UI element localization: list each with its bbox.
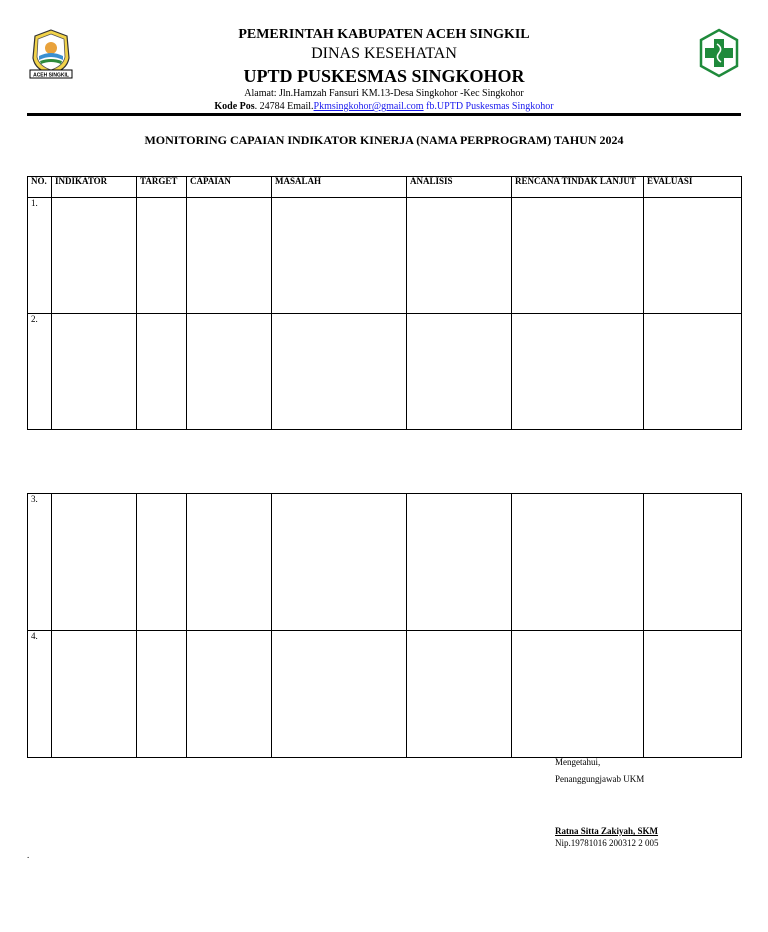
cell-indikator[interactable] [52, 494, 137, 631]
cell-evaluasi[interactable] [644, 631, 742, 758]
monitoring-table-part-2 [27, 493, 742, 758]
header-government-line: PEMERINTAH KABUPATEN ACEH SINGKIL [238, 27, 530, 42]
signature-nip: Nip.19781016 200312 2 005 [555, 838, 659, 848]
row-number: 1. [28, 198, 52, 314]
email-link[interactable]: Pkmsingkohor@gmail.com [313, 101, 424, 112]
row-number: 3. [28, 494, 52, 631]
cell-masalah[interactable] [272, 494, 407, 631]
cell-analisis[interactable] [407, 631, 512, 758]
cell-rencana[interactable] [512, 314, 644, 430]
cell-target[interactable] [137, 631, 187, 758]
cell-indikator[interactable] [52, 631, 137, 758]
cell-rencana[interactable] [512, 198, 644, 314]
document-title: MONITORING CAPAIAN INDIKATOR KINERJA (NAMA PERPROGRAM) TAHUN 2024 [144, 133, 624, 147]
cell-evaluasi[interactable] [644, 314, 742, 430]
cell-analisis[interactable] [407, 494, 512, 631]
cell-rencana[interactable] [512, 494, 644, 631]
cell-target[interactable] [137, 198, 187, 314]
cell-target[interactable] [137, 314, 187, 430]
col-header-rencana-tindak-lanjut: RENCANA TINDAK LANJUT [512, 177, 644, 198]
header-address: Alamat: Jln.Hamzah Fansuri KM.13-Desa Singkohor -Kec Singkohor [244, 88, 524, 99]
table-row [28, 198, 742, 314]
col-header-no: NO. [28, 177, 52, 198]
facebook-link[interactable]: fb.UPTD Puskesmas Singkohor [423, 101, 554, 112]
cell-evaluasi[interactable] [644, 494, 742, 631]
kode-pos-value: . 24784 Email. [254, 101, 314, 112]
cell-evaluasi[interactable] [644, 198, 742, 314]
table-row [28, 314, 742, 430]
table-row [28, 631, 742, 758]
emblem-caption: ACEH SINGKIL [33, 72, 69, 79]
cell-indikator[interactable] [52, 198, 137, 314]
row-number: 2. [28, 314, 52, 430]
cell-capaian[interactable] [187, 314, 272, 430]
cell-masalah[interactable] [272, 198, 407, 314]
cell-analisis[interactable] [407, 198, 512, 314]
aceh-singkil-emblem-logo [27, 28, 75, 80]
kode-pos-label: Kode Pos [214, 101, 255, 112]
puskesmas-cross-logo [697, 28, 741, 78]
col-header-analisis: ANALISIS [407, 177, 512, 198]
header-divider [27, 113, 741, 116]
col-header-masalah: MASALAH [272, 177, 407, 198]
cell-analisis[interactable] [407, 314, 512, 430]
col-header-indikator: INDIKATOR [52, 177, 137, 198]
table-row [28, 494, 742, 631]
row-number: 4. [28, 631, 52, 758]
monitoring-table-part-1 [27, 176, 742, 430]
signature-role: Penanggungjawab UKM [555, 774, 645, 784]
signature-name: Ratna Sitta Zakiyah, SKM [555, 826, 659, 836]
col-header-target: TARGET [137, 177, 187, 198]
cell-capaian[interactable] [187, 198, 272, 314]
footer-mark: . [27, 850, 30, 860]
cell-capaian[interactable] [187, 494, 272, 631]
header-contact [100, 101, 668, 112]
cell-masalah[interactable] [272, 314, 407, 430]
cell-indikator[interactable] [52, 314, 137, 430]
cell-target[interactable] [137, 494, 187, 631]
table-header-row [28, 177, 742, 198]
signature-acknowledged-label: Mengetahui, [555, 757, 601, 767]
cell-rencana[interactable] [512, 631, 644, 758]
header-institution-line: UPTD PUSKESMAS SINGKOHOR [243, 66, 525, 86]
col-header-capaian: CAPAIAN [187, 177, 272, 198]
col-header-evaluasi: EVALUASI [644, 177, 742, 198]
cell-masalah[interactable] [272, 631, 407, 758]
cell-capaian[interactable] [187, 631, 272, 758]
header-department-line: DINAS KESEHATAN [311, 45, 457, 62]
